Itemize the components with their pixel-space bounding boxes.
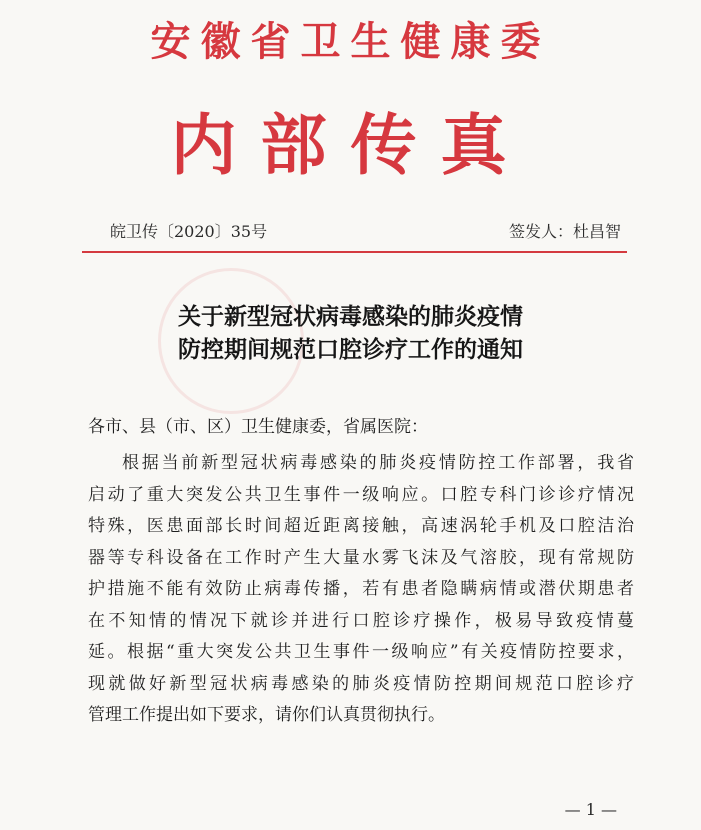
body-line: 护措施不能有效防止病毒传播，若有患者隐瞒病情或潜伏期患者	[88, 579, 634, 599]
issuer-signature: 签发人：杜昌智	[508, 222, 621, 241]
recipient-line: 各市、县（市、区）卫生健康委，省属医院：	[88, 417, 428, 437]
body-line: 根据当前新型冠状病毒感染的肺炎疫情防控工作部署，我省	[122, 453, 634, 473]
document-number: 皖卫传〔2020〕35号	[110, 222, 268, 241]
body-line: 特殊，医患面部长时间超近距离接触，高速涡轮手机及口腔洁治	[88, 516, 634, 536]
body-line: 器等专科设备在工作时产生大量水雾飞沫及气溶胶，现有常规防	[88, 547, 634, 568]
notice-title-line-1: 关于新型冠状病毒感染的肺炎疫情	[178, 303, 523, 330]
body-line: 启动了重大突发公共卫生事件一级响应。口腔专科门诊诊疗情况	[88, 484, 634, 505]
document-meta-row	[110, 219, 621, 241]
body-line: 管理工作提出如下要求，请你们认真贯彻执行。	[88, 705, 445, 725]
notice-title-line-2: 防控期间规范口腔诊疗工作的通知	[178, 336, 523, 363]
notice-title	[0, 300, 701, 366]
body-line: 现就做好新型冠状病毒感染的肺炎疫情防控期间规范口腔诊疗	[88, 673, 634, 694]
document-type-title: 内部传真	[170, 106, 531, 184]
body-line: 延。根据“重大突发公共卫生事件一级响应”有关疫情防控要求，	[88, 642, 634, 662]
red-divider-line	[82, 251, 627, 253]
page-number: — 1 —	[564, 800, 617, 819]
notice-body	[88, 448, 634, 732]
body-line: 在不知情的情况下就诊并进行口腔诊疗操作，极易导致疫情蔓	[88, 610, 634, 631]
issuing-organization: 安徽省卫生健康委	[150, 18, 551, 65]
